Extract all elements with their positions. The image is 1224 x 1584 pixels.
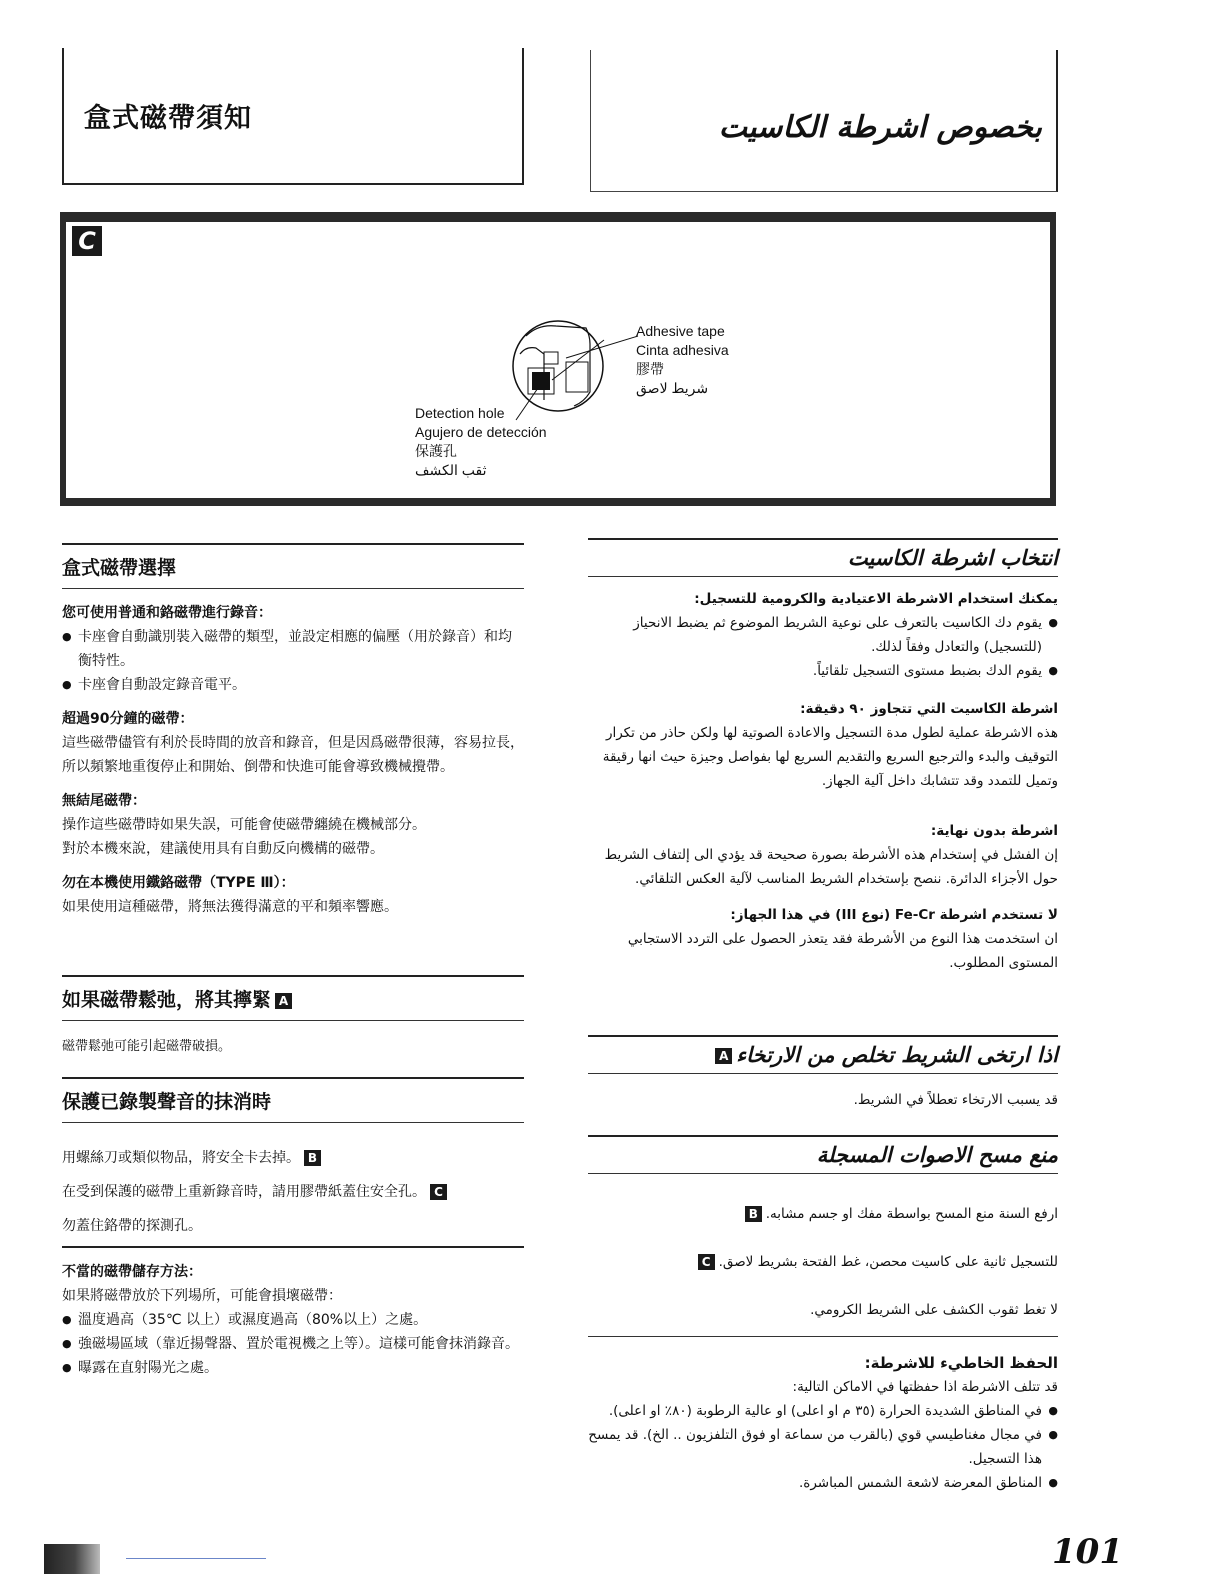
- ar-s1-sub2: اشرطة بدون نهاية:: [930, 823, 1058, 839]
- ar-s4-bullet-2: ● في مجال مغناطيسي قوي (بالقرب من سماعة او فوق التلفزيون .. الخ). قد يمسح هذا التسجيل.: [588, 1423, 1058, 1471]
- zh-s1-sub3-text: 如果使用這種磁帶，將無法獲得滿意的平和頻率響應。: [62, 899, 398, 915]
- footer-line: [126, 1558, 266, 1559]
- adhesive-ar: شريط لاصق: [636, 380, 709, 396]
- detection-es: Agujero de detección: [415, 424, 547, 440]
- ar-s2-rule: [588, 1035, 1058, 1037]
- detection-hole-label: [415, 404, 547, 480]
- zh-s3-p1-badge: B: [304, 1150, 321, 1166]
- figure-label: C: [72, 226, 102, 256]
- zh-s4-intro: 如果將磁帶放於下列場所，可能會損壞磁帶：: [62, 1288, 342, 1304]
- zh-s3-p1: [62, 1141, 524, 1175]
- zh-s3-rule: [62, 1077, 524, 1079]
- zh-s3-underline: [62, 1122, 524, 1123]
- ar-s3-p1: [588, 1190, 1058, 1238]
- ar-s4-bullet-3: ● المناطق المعرضة لاشعة الشمس المباشرة.: [588, 1471, 1058, 1495]
- ar-s4-title: الحفظ الخاطيء للاشرطة:: [864, 1354, 1058, 1372]
- zh-s3-p3: 勿蓋住鉻帶的探測孔。: [62, 1218, 202, 1234]
- zh-s1-sub2-text2: 對於本機來說，建議使用具有自動反向機構的磁帶。: [62, 841, 384, 857]
- ar-s3-rule: [588, 1135, 1058, 1137]
- zh-column: [62, 543, 524, 919]
- zh-s2-rule: [62, 975, 524, 977]
- zh-s3-p2-badge: C: [430, 1184, 447, 1200]
- zh-s3: [62, 1077, 524, 1243]
- zh-s1-sub1-text: 這些磁帶儘管有利於長時間的放音和錄音，但是因爲磁帶很薄，容易拉長，所以頻繁地重復停止和開始、倒帶和快進可能會導致機械攪帶。: [62, 735, 524, 775]
- zh-s4-bullet-3: ● 曝露在直射陽光之處。: [62, 1356, 524, 1380]
- ar-s3-title: منع مسح الاصوات المسجلة: [816, 1143, 1058, 1167]
- zh-s3-p1-text: 用螺絲刀或類似物品，將安全卡去掉。: [62, 1150, 300, 1166]
- ar-s4-bullet-1: ● في المناطق الشديدة الحرارة (٣٥ م او اعلى) او عالية الرطوبة (٨٠٪ او اعلى).: [588, 1399, 1058, 1423]
- zh-s2-underline: [62, 1020, 524, 1021]
- ar-s2-text: قد يسبب الارتخاء تعطلاً في الشريط.: [853, 1092, 1058, 1108]
- zh-s2-title-text: 如果磁帶鬆弛，將其擰緊: [62, 989, 272, 1011]
- ar-s3-p3: لا تغط ثقوب الكشف على الشريط الكرومي.: [810, 1302, 1058, 1318]
- ar-s1-underline: [588, 576, 1058, 577]
- detection-ar: ثقب الكشف: [415, 462, 487, 478]
- ar-s3-p1-text: ارفع السنة منع المسح بواسطة مفك او جسم مشابه.: [765, 1206, 1058, 1222]
- zh-s1-title: 盒式磁帶選擇: [62, 557, 177, 579]
- ar-s1-sub2-text: إن الفشل في إستخدام هذه الأشرطة بصورة صحيحة قد يؤدي الى إلتفاف الشريط حول الأجزاء الدائرة. ننصح بإستخدام الشريط المناسب لآلية العكس التلقائي.: [604, 847, 1058, 887]
- ar-s1-title: انتخاب اشرطة الكاسيت: [847, 546, 1058, 570]
- ar-s1-sub3: لا تستخدم اشرطة Fe-Cr (نوع III) في هذا الجهاز:: [730, 907, 1058, 923]
- figure-c-box: [60, 212, 1056, 506]
- zh-s1-sub1: 超過90分鐘的磁帶：: [62, 711, 194, 727]
- zh-s4-rule: [62, 1246, 524, 1248]
- ar-s3-p2-badge: C: [698, 1254, 715, 1270]
- ar-header-box: [590, 50, 1058, 192]
- zh-s1-intro: 您可使用普通和鉻磁帶進行錄音：: [62, 605, 272, 621]
- ar-s2-title-text: اذا ارتخى الشريط تخلص من الارتخاء: [736, 1043, 1058, 1067]
- ar-s4-intro: قد تتلف الاشرطة اذا حفظتها في الاماكن التالية:: [792, 1379, 1058, 1395]
- ar-s3-p2-text: للتسجيل ثانية على كاسيت محصن، غط الفتحة بشريط لاصق.: [718, 1254, 1058, 1270]
- adhesive-tape-label: [636, 322, 729, 398]
- zh-s1-rule: [62, 543, 524, 545]
- ar-s4: [588, 1336, 1058, 1495]
- adhesive-zh: 膠帶: [636, 361, 664, 377]
- detection-zh: 保護孔: [415, 443, 457, 459]
- zh-s3-p2-text: 在受到保護的磁帶上重新錄音時，請用膠帶紙蓋住安全孔。: [62, 1184, 426, 1200]
- zh-s4-title: 不當的磁帶儲存方法：: [62, 1264, 202, 1280]
- zh-s1-bullet-1: ● 卡座會自動識別裝入磁帶的類型，並設定相應的偏壓（用於錄音）和均衡特性。: [62, 625, 524, 673]
- zh-s4: [62, 1246, 524, 1380]
- ar-s1-intro: يمكنك استخدام الاشرطة الاعتيادية والكرومية للتسجيل:: [694, 591, 1058, 607]
- ar-page-title: بخصوص اشرطة الكاسيت: [718, 110, 1042, 145]
- page-number: 101: [1052, 1532, 1123, 1572]
- ar-s1-bullet-2: ● يقوم الدك بضبط مستوى التسجيل تلقائياً.: [588, 659, 1058, 683]
- zh-page-title: 盒式磁帶須知: [84, 103, 252, 134]
- ar-s2: [588, 1035, 1058, 1112]
- ar-s4-rule: [588, 1336, 1058, 1337]
- zh-s1-sub2: 無結尾磁帶：: [62, 793, 146, 809]
- ar-s2-underline: [588, 1073, 1058, 1074]
- ar-s2-badge: A: [715, 1048, 732, 1064]
- zh-s4-bullet-2: ● 強磁場區域（靠近揚聲器、置於電視機之上等）。這樣可能會抹消錄音。: [62, 1332, 524, 1356]
- footer-scan-mark: [44, 1544, 100, 1574]
- adhesive-es: Cinta adhesiva: [636, 342, 729, 358]
- zh-s1-underline: [62, 588, 524, 589]
- ar-column: [588, 538, 1058, 975]
- ar-s3-underline: [588, 1173, 1058, 1174]
- zh-s1-sub2-text1: 操作這些磁帶時如果失誤，可能會使磁帶纏繞在機械部分。: [62, 817, 426, 833]
- zh-s1-sub3: 勿在本機使用鐵鉻磁帶（TYPE Ⅲ）：: [62, 875, 295, 891]
- ar-s1-sub1: اشرطة الكاسيت التي تتجاوز ٩٠ دقيقة:: [800, 701, 1058, 717]
- ar-s2-title: [588, 1043, 1058, 1067]
- zh-s2: [62, 975, 524, 1059]
- ar-s1-bullet-1: ● يقوم دك الكاسيت بالتعرف على نوعية الشريط الموضوع ثم يضبط الانحياز (للتسجيل) والتعادل وفقاً لذلك.: [588, 611, 1058, 659]
- ar-s3: [588, 1135, 1058, 1334]
- zh-header-box: [62, 48, 524, 185]
- zh-s3-title: 保護已錄製聲音的抹消時: [62, 1091, 272, 1113]
- ar-s3-p2: [588, 1238, 1058, 1286]
- zh-s3-p2: [62, 1175, 524, 1209]
- zh-s2-text: 磁帶鬆弛可能引起磁帶破損。: [62, 1039, 232, 1054]
- zh-s2-title: [62, 985, 524, 1012]
- zh-s1-bullet-2: ● 卡座會自動設定錄音電平。: [62, 673, 524, 697]
- detection-en: Detection hole: [415, 405, 505, 421]
- ar-s3-p1-badge: B: [745, 1206, 762, 1222]
- zh-s2-badge: A: [275, 993, 292, 1009]
- adhesive-en: Adhesive tape: [636, 323, 725, 339]
- ar-s1-sub3-text: ان استخدمت هذا النوع من الأشرطة فقد يتعذر الحصول على التردد الاستجابي المستوى المطلوب.: [627, 931, 1058, 971]
- ar-s1-sub1-text: هذه الاشرطة عملية لطول مدة التسجيل والاعادة الصوتية لها ولكن حاذر من تكرار التوقيف والبدء والترجيع السريع والتقديم السريع لها بفواصل وجيزة حيث انها رقيقة وتميل للتمدد وقد تتشابك داخل آلية الجهاز.: [602, 725, 1058, 789]
- ar-s1-rule: [588, 538, 1058, 540]
- zh-s4-bullet-1: ● 溫度過高（35℃ 以上）或濕度過高（80%以上）之處。: [62, 1308, 524, 1332]
